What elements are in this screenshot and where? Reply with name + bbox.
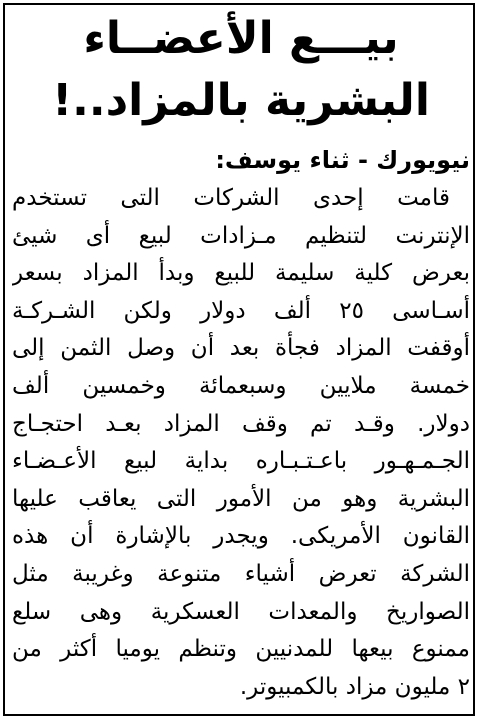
article-headline	[10, 8, 472, 132]
article-body	[12, 180, 470, 706]
body-line: البشرية وهو من الأمور التى يعاقب عليها	[12, 485, 470, 512]
body-line: الصواريخ والمعدات العسكرية وهى سلع	[12, 598, 470, 625]
article-byline: نيويورك - ثناء يوسف:	[215, 146, 470, 174]
body-line: أوقفت المزاد فجأة بعد أن وصل الثمن إلى	[12, 335, 470, 362]
headline-line-1: بيـــع الأعضــاء	[83, 13, 399, 64]
body-line: الجـمـهـور باعـتـبـاره بداية لبيع الأعـضـاء	[12, 448, 470, 475]
body-line: الإنترنت لتنظيم مـزادات لبيع أى شيئ	[12, 222, 470, 249]
headline-line-2: البشرية بالمزاد..!	[52, 75, 430, 126]
body-line: ممنوع بيعها للمدنيين وتنظم يوميا أكثر من	[12, 636, 470, 663]
body-line: دولار. وقـد تم وقف المزاد بعـد احتجـاج	[12, 410, 470, 437]
body-line: أسـاسى ٢٥ ألف دولار ولكن الشـركـة	[12, 297, 470, 324]
body-line: خمسة ملايين وسبعمائة وخمسين ألف	[12, 372, 470, 399]
body-line: ٢ مليون مزاد بالكمبيوتر.	[239, 673, 470, 700]
body-line: الشركة تعرض أشياء متنوعة وغريبة مثل	[12, 560, 470, 587]
body-line: قامت إحدى الشركات التى تستخدم	[12, 185, 450, 211]
body-line: القانون الأمريكى. ويجدر بالإشارة أن هذه	[12, 523, 470, 550]
body-line: بعرض كلية سليمة للبيع وبدأ المزاد بسعر	[12, 260, 470, 287]
